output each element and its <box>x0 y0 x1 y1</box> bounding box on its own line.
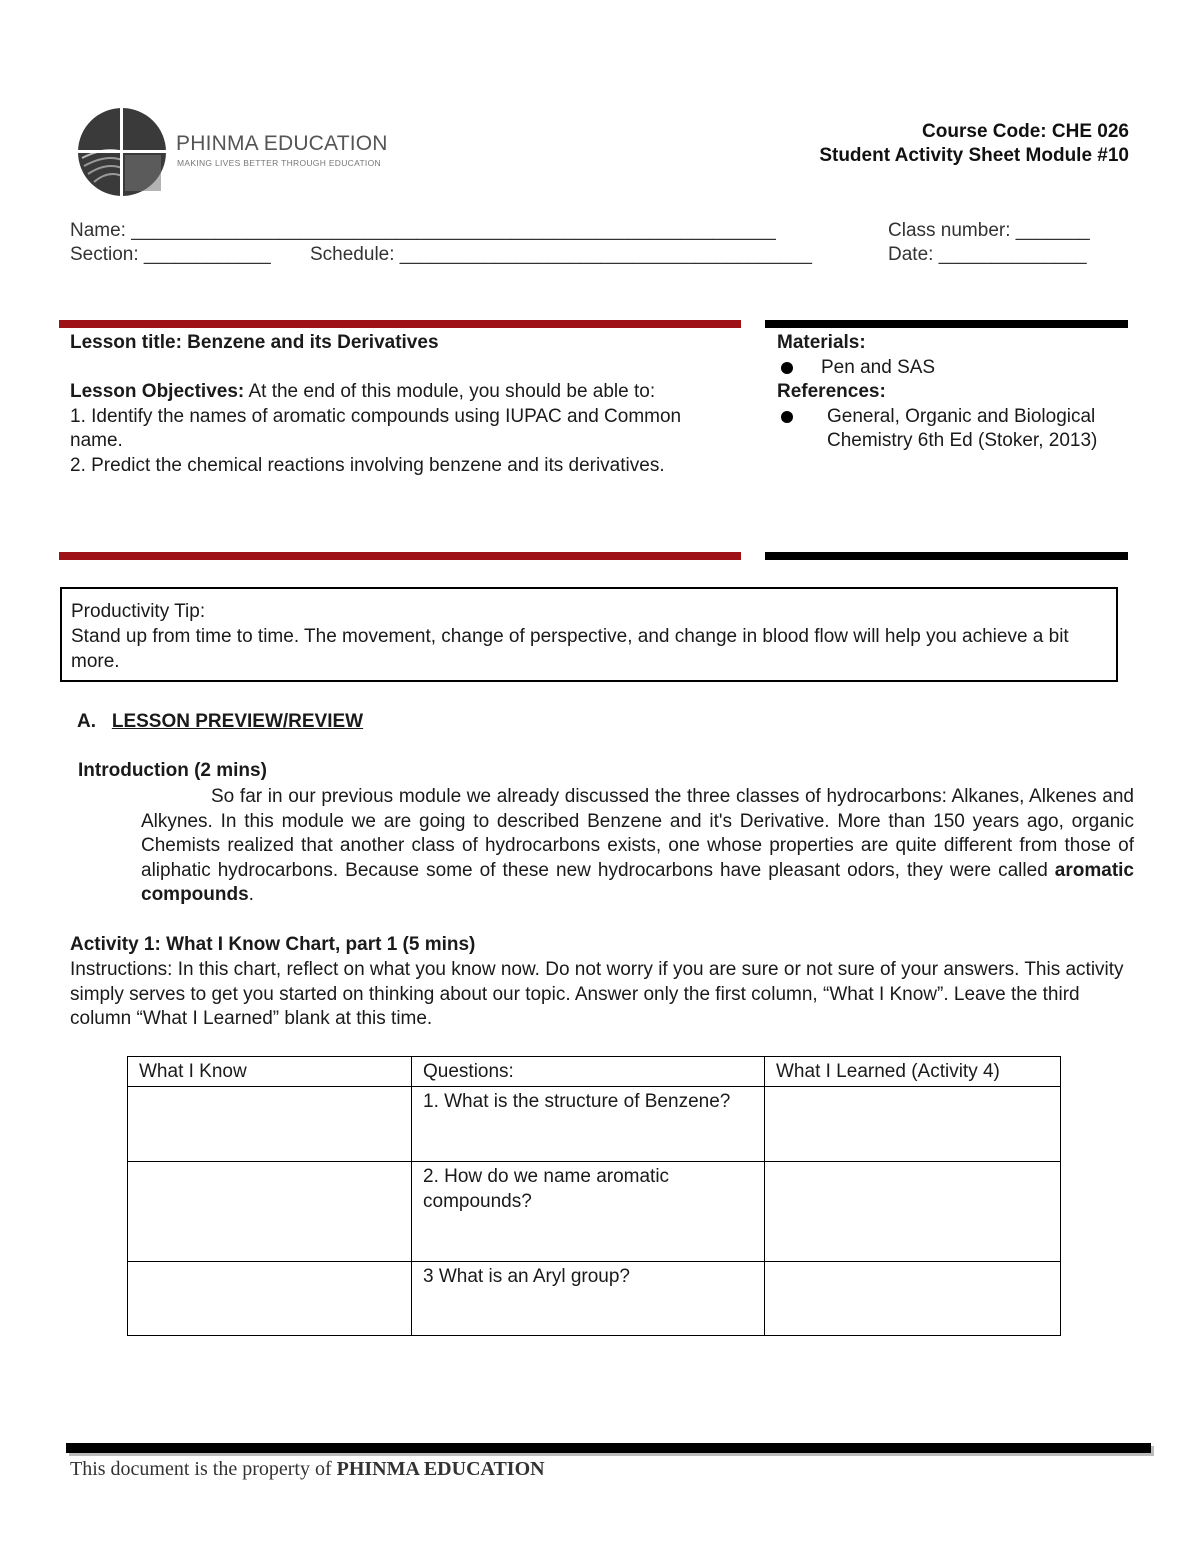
footer-divider <box>66 1443 1151 1453</box>
introduction-text: So far in our previous module we already discussed the three classes of hydrocarbons: Alkanes, Alkenes and Alkynes. In this module we are going to described Benzene and it's Derivative. More than 150 years ago, organic Chemists realized that another class of hydrocarbons exists, one whose properties are quite different from those of aliphatic hydrocarbons. Because some of these new hydrocarbons have pleasant odors, they were called aromatic compounds. <box>141 786 1134 906</box>
section-heading: A. LESSON PREVIEW/REVIEW <box>77 711 364 732</box>
what-i-know-cell[interactable] <box>128 1262 412 1336</box>
table-header-row <box>128 1057 1061 1087</box>
productivity-tip-box <box>60 587 1118 682</box>
what-i-know-cell[interactable] <box>128 1162 412 1262</box>
tip-text: Stand up from time to time. The movement, change of perspective, and change in blood flow will help you achieve a bit more. <box>71 626 1069 672</box>
question-cell: 3 What is an Aryl group? <box>412 1262 765 1336</box>
materials-bottom-divider <box>765 552 1128 560</box>
footer-text: This document is the property of PHINMA EDUCATION <box>70 1458 545 1480</box>
activity-heading: Activity 1: What I Know Chart, part 1 (5 mins) <box>70 934 476 955</box>
date-field[interactable]: Date: ______________ <box>888 244 1087 265</box>
references-label: References: <box>777 381 886 403</box>
what-i-know-cell[interactable] <box>128 1087 412 1162</box>
tip-label: Productivity Tip: <box>71 601 206 622</box>
materials-top-divider <box>765 320 1128 328</box>
header-what-i-know: What I Know <box>128 1057 412 1087</box>
logo-tagline: MAKING LIVES BETTER THROUGH EDUCATION <box>177 158 381 168</box>
what-i-learned-cell[interactable] <box>765 1162 1061 1262</box>
question-cell: 1. What is the structure of Benzene? <box>412 1087 765 1162</box>
header-what-i-learned: What I Learned (Activity 4) <box>765 1057 1061 1087</box>
class-number-field[interactable]: Class number: _______ <box>888 220 1090 241</box>
materials-label: Materials: <box>777 332 866 353</box>
lesson-block <box>70 331 730 479</box>
introduction-heading: Introduction (2 mins) <box>78 760 267 781</box>
logo-name: PHINMA EDUCATION <box>176 132 388 155</box>
objective-item: 2. Predict the chemical reactions involving benzene and its derivatives. <box>70 454 665 476</box>
header-questions: Questions: <box>412 1057 765 1087</box>
what-i-learned-cell[interactable] <box>765 1262 1061 1336</box>
materials-item: Pen and SAS <box>777 356 1127 381</box>
objective-item: 1. Identify the names of aromatic compounds using IUPAC and Common name. <box>70 405 682 452</box>
aromatic-term: aromatic compounds <box>141 859 1134 906</box>
lesson-bottom-divider <box>59 552 741 560</box>
lesson-objectives <box>70 380 730 405</box>
objectives-intro: At the end of this module, you should be able to: <box>244 381 656 403</box>
table-row <box>128 1087 1061 1162</box>
table-row <box>128 1162 1061 1262</box>
section-field[interactable]: Section: ____________ <box>70 244 271 265</box>
section-title: LESSON PREVIEW/REVIEW <box>111 711 364 732</box>
course-code: Course Code: CHE 026 <box>922 121 1129 142</box>
lesson-top-divider <box>59 320 741 328</box>
footer-brand: PHINMA EDUCATION <box>336 1458 545 1480</box>
module-title: Student Activity Sheet Module #10 <box>819 145 1129 166</box>
kwl-table <box>127 1056 1061 1336</box>
materials-block <box>777 331 1127 454</box>
lesson-title: Lesson title: Benzene and its Derivatives <box>70 332 439 353</box>
question-cell: 2. How do we name aromatic compounds? <box>412 1162 765 1262</box>
phinma-logo-icon <box>76 106 168 198</box>
bullet-icon <box>781 362 793 374</box>
schedule-field[interactable]: Schedule: _______________________________________ <box>310 244 812 265</box>
objectives-label: Lesson Objectives: <box>70 381 245 403</box>
table-row <box>128 1262 1061 1336</box>
name-field[interactable]: Name: _____________________________________________________________ <box>70 220 776 241</box>
activity-instructions: Instructions: In this chart, reflect on what you know now. Do not worry if you are sure or not sure of your answers. This activity simply serves to get you started on thinking about our topic. Answer only the first column, “What I Know”. Leave the third column “What I Learned” blank at this time. <box>70 959 1124 1030</box>
reference-item: General, Organic and Biological Chemistry 6th Ed (Stoker, 2013) <box>777 405 1127 454</box>
what-i-learned-cell[interactable] <box>765 1087 1061 1162</box>
bullet-icon <box>781 411 793 423</box>
